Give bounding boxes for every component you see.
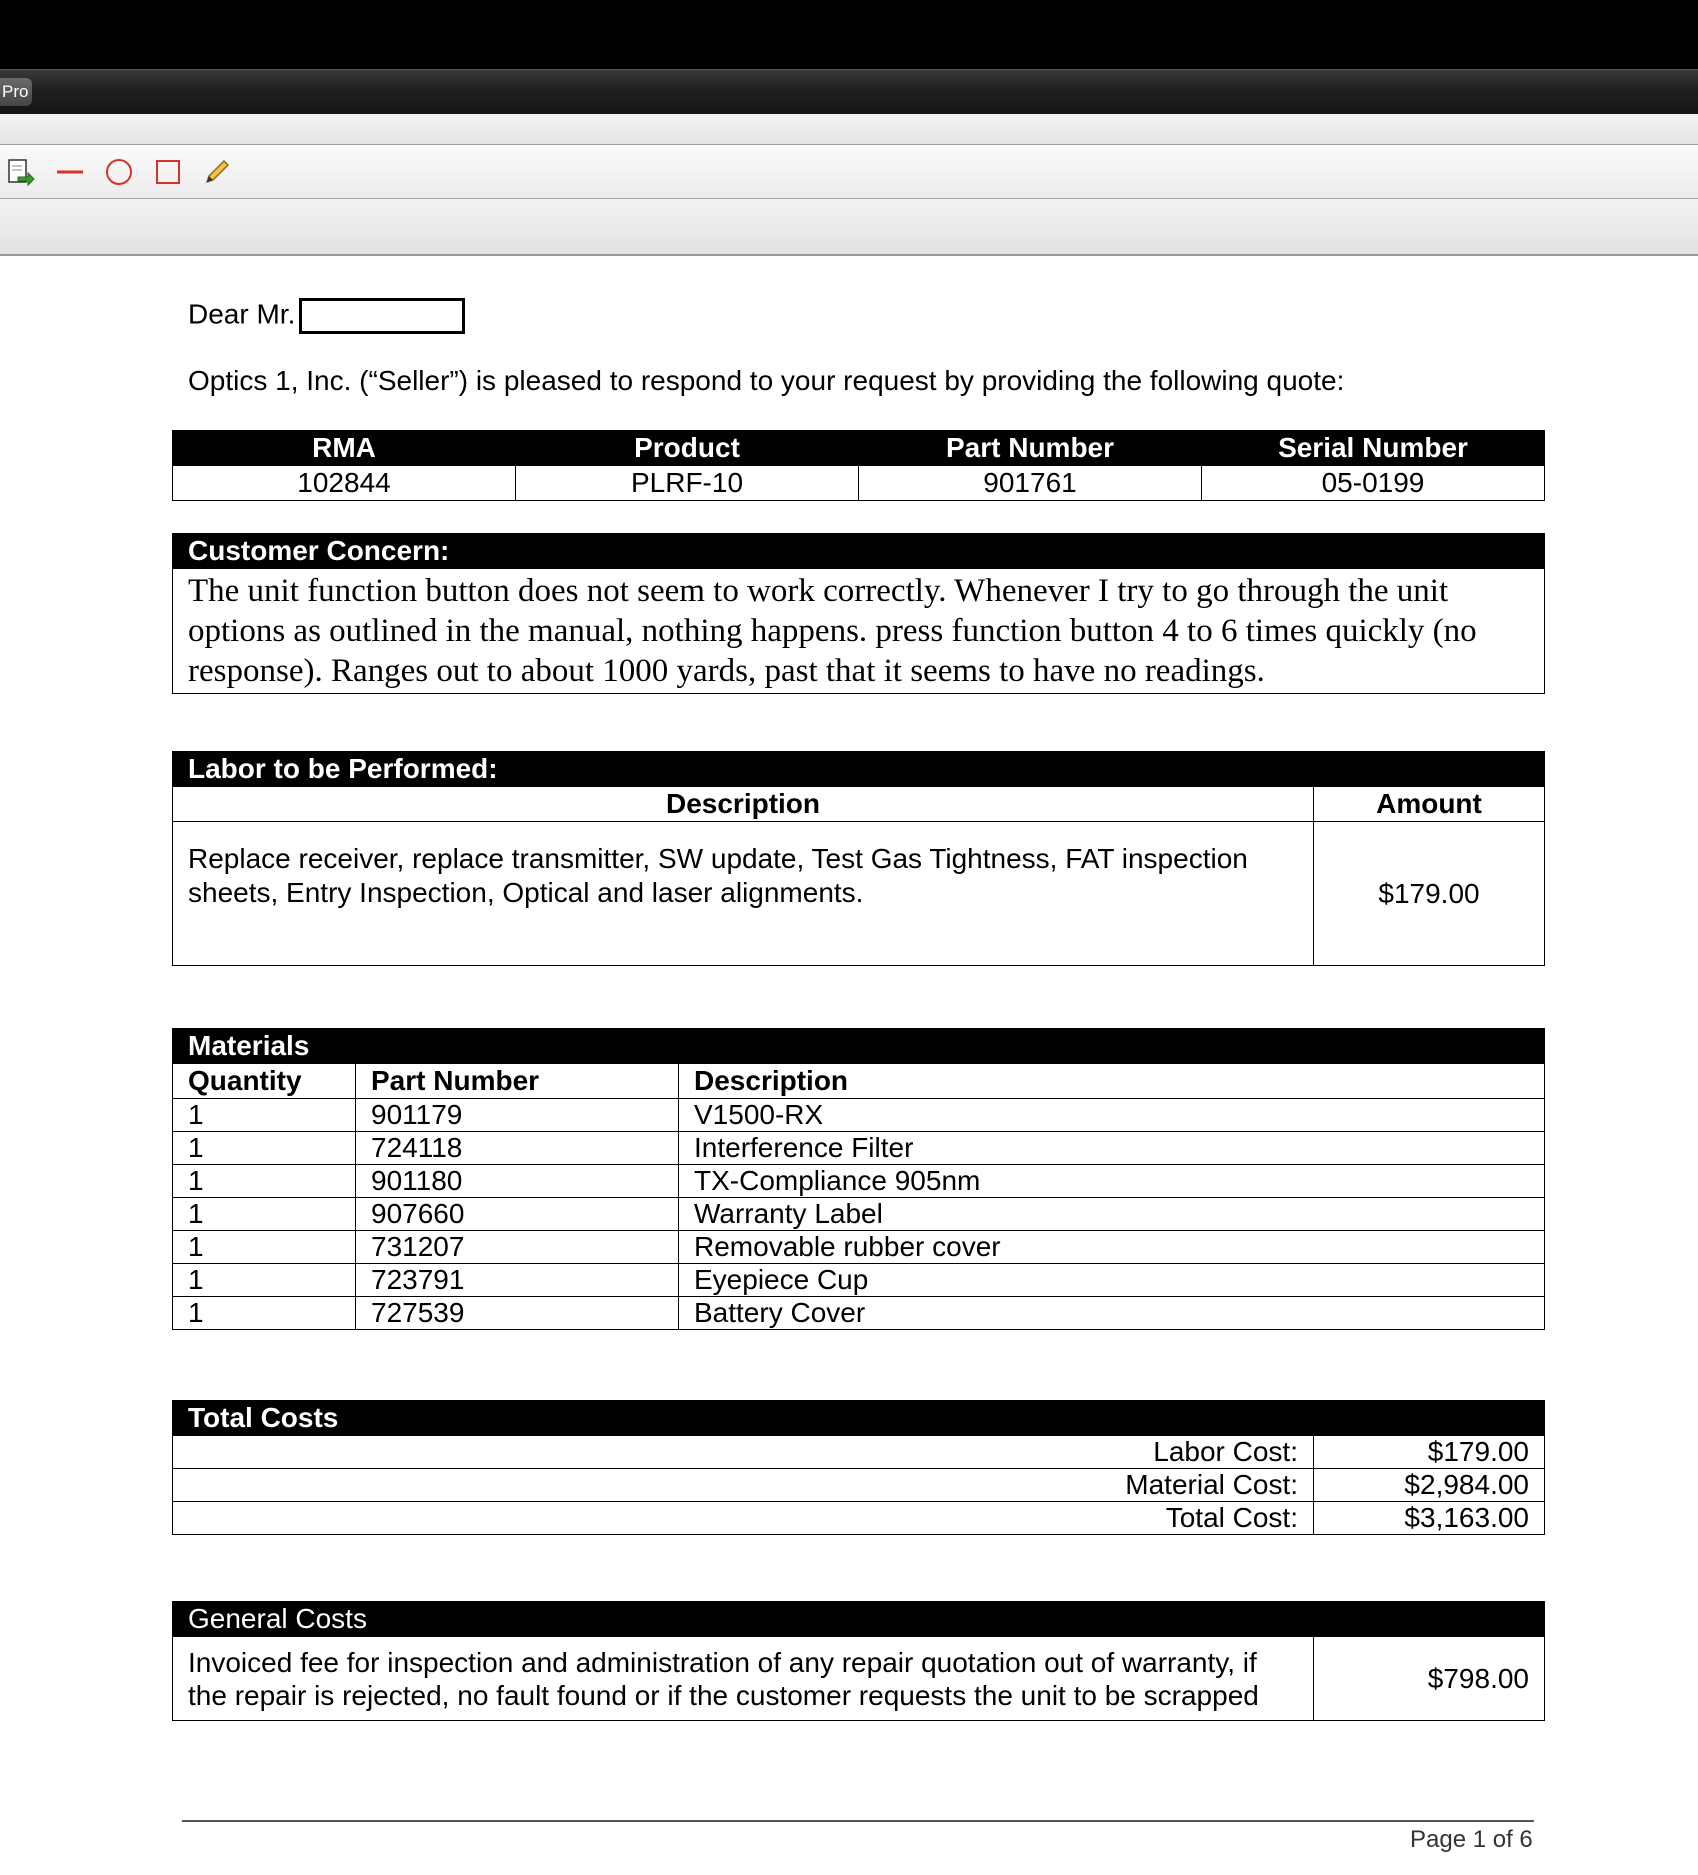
labor-cost-value: $179.00 [1314,1436,1545,1469]
title-bar [0,69,1698,115]
rectangle-tool-icon [153,157,183,187]
material-cost-label: Material Cost: [173,1469,1314,1502]
general-costs-text-line2: the repair is rejected, no fault found or if the customer requests the unit to be scrapped [188,1679,1259,1711]
summary-header-serial-number: Serial Number [1202,431,1545,466]
summary-header-product: Product [516,431,859,466]
material-quantity: 1 [173,1297,356,1330]
material-quantity: 1 [173,1165,356,1198]
material-part-number: 727539 [356,1297,679,1330]
export-page-icon [6,157,36,187]
labor-amount-header: Amount [1314,787,1545,822]
material-part-number: 901179 [356,1099,679,1132]
page-number: Page 1 of 6 [1410,1826,1533,1853]
general-costs-text [173,1637,1314,1721]
labor-cost-label: Labor Cost: [173,1436,1314,1469]
footer-divider [182,1820,1534,1822]
pencil-tool-button[interactable] [200,155,234,189]
table-row [173,1469,1545,1502]
table-row [173,1132,1545,1165]
material-description: Interference Filter [679,1132,1545,1165]
materials-header-description: Description [679,1064,1545,1099]
material-quantity: 1 [173,1264,356,1297]
summary-part-number-value: 901761 [859,466,1202,501]
line-tool-icon [55,157,85,187]
labor-description-header: Description [173,787,1314,822]
labor-amount: $179.00 [1314,822,1545,966]
table-row [173,1165,1545,1198]
material-quantity: 1 [173,1132,356,1165]
general-costs-text-line1: Invoiced fee for inspection and administration of any repair quotation out of warranty, if [188,1646,1257,1678]
material-description: Removable rubber cover [679,1231,1545,1264]
material-description: TX-Compliance 905nm [679,1165,1545,1198]
total-cost-label: Total Cost: [173,1502,1314,1535]
total-costs-table [172,1400,1545,1535]
material-quantity: 1 [173,1231,356,1264]
salutation [188,298,465,334]
summary-table [172,430,1545,501]
material-quantity: 1 [173,1198,356,1231]
top-black-bar [0,0,1698,69]
material-part-number: 723791 [356,1264,679,1297]
table-row [173,1502,1545,1535]
rectangle-tool-button[interactable] [151,155,185,189]
material-cost-value: $2,984.00 [1314,1469,1545,1502]
materials-header-part-number: Part Number [356,1064,679,1099]
line-tool-button[interactable] [53,155,87,189]
material-description: Battery Cover [679,1297,1545,1330]
intro-text: Optics 1, Inc. (“Seller”) is pleased to respond to your request by providing the following quote: [188,365,1345,396]
table-row [173,1099,1545,1132]
labor-description: Replace receiver, replace transmitter, SW update, Test Gas Tightness, FAT inspection sheets, Entry Inspection, Optical and laser alignments. [173,822,1314,966]
material-description: Eyepiece Cup [679,1264,1545,1297]
secondary-toolbar-strip [0,199,1698,256]
table-row [173,1231,1545,1264]
material-quantity: 1 [173,1099,356,1132]
summary-serial-number-value: 05-0199 [1202,466,1545,501]
redacted-name-box [299,298,465,334]
circle-tool-icon [104,157,134,187]
table-row [173,1198,1545,1231]
circle-tool-button[interactable] [102,155,136,189]
general-costs-amount: $798.00 [1314,1637,1545,1721]
summary-rma-value: 102844 [173,466,516,501]
material-part-number: 731207 [356,1231,679,1264]
salutation-text: Dear Mr. [188,298,296,330]
summary-header-part-number: Part Number [859,431,1202,466]
materials-table [172,1028,1545,1330]
materials-header-quantity: Quantity [173,1064,356,1099]
material-part-number: 907660 [356,1198,679,1231]
labor-title: Labor to be Performed: [173,752,1545,787]
annotation-toolbar [0,145,1698,199]
material-description: Warranty Label [679,1198,1545,1231]
material-part-number: 724118 [356,1132,679,1165]
material-description: V1500-RX [679,1099,1545,1132]
menu-strip [0,114,1698,145]
export-page-button[interactable] [4,155,38,189]
customer-concern-text: The unit function button does not seem to work correctly. Whenever I try to go through the unit options as outlined in the manual, nothing happens. press function button 4 to 6 times quickly (no response). Ranges out to about 1000 yards, past that it seems to have no readings. [173,569,1545,694]
customer-concern-table [172,533,1545,694]
customer-concern-title: Customer Concern: [173,534,1545,569]
table-row [173,1297,1545,1330]
table-row [173,1436,1545,1469]
pencil-tool-icon [202,157,232,187]
general-costs-table [172,1601,1545,1721]
general-costs-title: General Costs [173,1602,1545,1637]
labor-table [172,751,1545,966]
material-part-number: 901180 [356,1165,679,1198]
summary-header-rma: RMA [173,431,516,466]
summary-product-value: PLRF-10 [516,466,859,501]
materials-title: Materials [173,1029,1545,1064]
total-costs-title: Total Costs [173,1401,1545,1436]
total-cost-value: $3,163.00 [1314,1502,1545,1535]
table-row [173,1264,1545,1297]
app-tab[interactable]: Pro [0,78,32,106]
